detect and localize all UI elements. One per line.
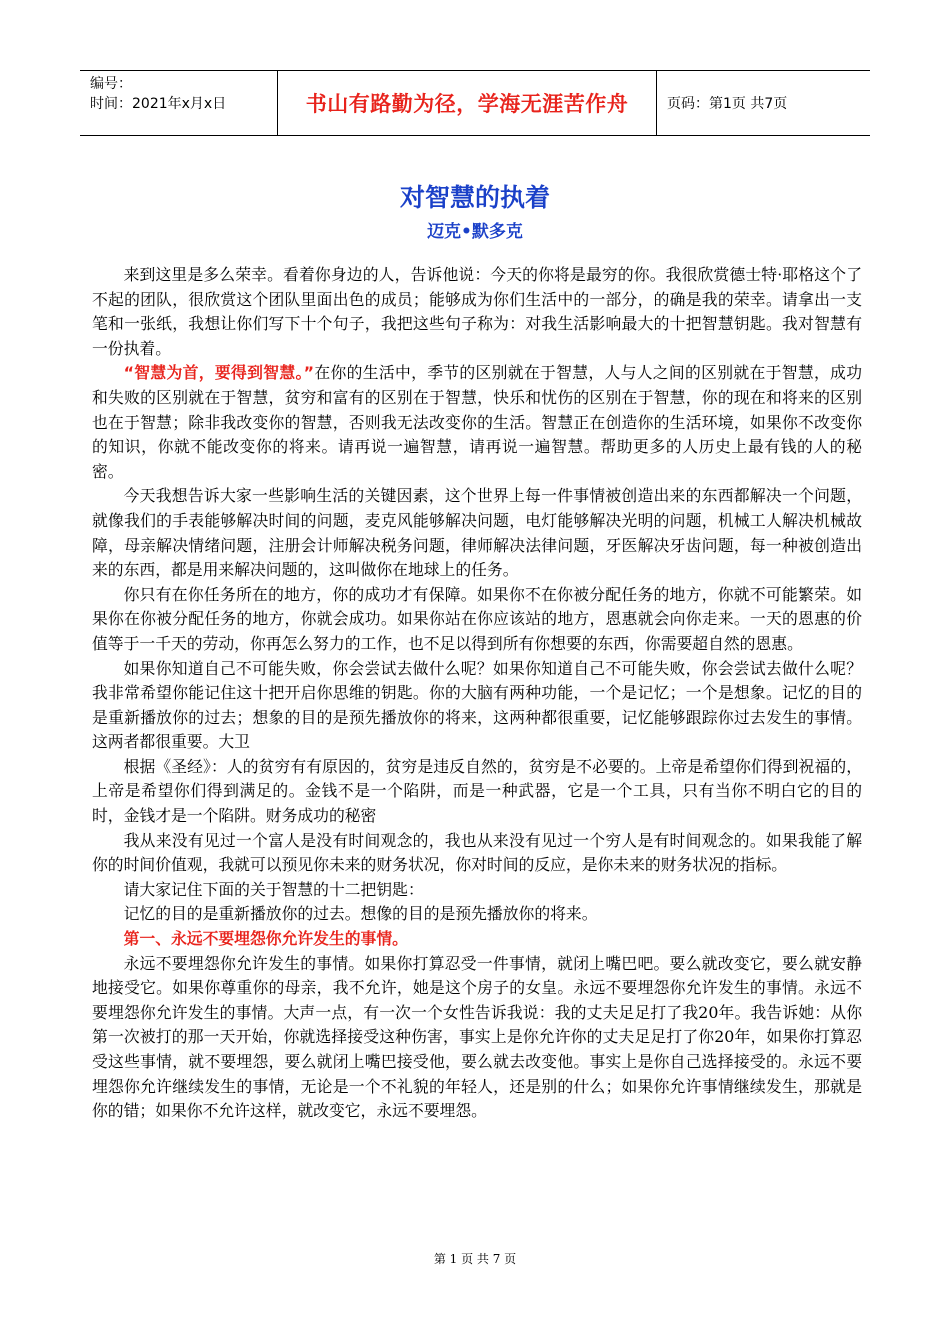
time-label: 时间：2021年x月x日 xyxy=(90,96,227,112)
highlight-quote: “智慧为首，要得到智慧。” xyxy=(123,363,315,383)
number-label: 编号： xyxy=(90,76,132,92)
paragraph-3: 今天我想告诉大家一些影响生活的关键因素，这个世界上每一件事情被创造出来的东西都解决一个问题，就像我们的手表能够解决时间的问题，麦克风能够解决问题，电灯能够解决光明的问题，机械工人解决机械故障，母亲解决情绪问题，注册会计师解决税务问题，律师解决法律问题，牙医解决牙齿问题，每一种被创造出来的东西，都是用来解决问题的，这叫做你在地球上的任务。 xyxy=(92,486,862,580)
paragraph-2-text: 在你的生活中，季节的区别就在于智慧，人与人之间的区别就在于智慧，成功和失败的区别就在于智慧，贫穷和富有的区别在于智慧，快乐和忧伤的区别在于智慧，你的现在和将来的区别也在于智慧；除非我改变你的智慧，否则我无法改变你的生活。智慧正在创造你的生活环境，如果你不改变你的知识，你就不能改变你的将来。请再说一遍智慧，请再说一遍智慧。帮助更多的人历史上最有钱的人的秘密。 xyxy=(92,363,862,481)
header-page-label: 页码：第1页 共7页 xyxy=(667,96,788,112)
page-header xyxy=(80,70,870,136)
paragraph-6: 根据《圣经》：人的贫穷有有原因的，贫穷是违反自然的，贫穷是不必要的。上帝是希望你们得到祝福的，上帝是希望你们得到满足的。金钱不是一个陷阱，而是一种武器，它是一个工具，只有当你不明白它的目的时，金钱才是一个陷阱。财务成功的秘密 xyxy=(92,756,862,826)
document-author: 迈克•默多克 xyxy=(427,222,523,242)
page-footer: 第 1 页 共 7 页 xyxy=(433,1252,517,1266)
document-body xyxy=(92,263,862,1124)
paragraph-8: 请大家记住下面的关于智慧的十二把钥匙： xyxy=(123,879,424,899)
paragraph-7: 我从来没有见过一个富人是没有时间观念的，我也从来没有见过一个穷人是有时间观念的。如果我能了解你的时间价值观，我就可以预见你未来的财务状况，你对时间的反应，是你未来的财务状况的指标。 xyxy=(92,830,862,875)
document-title: 对智慧的执着 xyxy=(399,183,550,212)
section-heading-1: 第一、永远不要埋怨你允许发生的事情。 xyxy=(123,929,408,949)
paragraph-1: 来到这里是多么荣幸。看着你身边的人，告诉他说：今天的你将是最穷的你。我很欣赏德士特·耶格这个了不起的团队，很欣赏这个团队里面出色的成员；能够成为你们生活中的一部分，的确是我的荣幸。请拿出一支笔和一张纸，我想让你们写下十个句子，我把这些句子称为：对我生活影响最大的十把智慧钥匙。我对智慧有一份执着。 xyxy=(92,265,862,358)
paragraph-5: 如果你知道自己不可能失败，你会尝试去做什么呢？如果你知道自己不可能失败，你会尝试去做什么呢？我非常希望你能记住这十把开启你思维的钥匙。你的大脑有两种功能，一个是记忆；一个是想象。记忆的目的是重新播放你的过去；想象的目的是预先播放你的将来，这两种都很重要，记忆能够跟踪你过去发生的事情。这两者都很重要。大卫 xyxy=(92,658,862,752)
paragraph-9: 记忆的目的是重新播放你的过去。想像的目的是预先播放你的将来。 xyxy=(123,904,598,924)
paragraph-4: 你只有在你任务所在的地方，你的成功才有保障。如果你不在你被分配任务的地方，你就不可能繁荣。如果你在你被分配任务的地方，你就会成功。如果你站在你应该站的地方，恩惠就会向你走来。一天的恩惠的价值等于一千天的劳动，你再怎么努力的工作，也不足以得到所有你想要的东西，你需要超自然的恩惠。 xyxy=(92,584,862,653)
paragraph-11: 永远不要埋怨你允许发生的事情。如果你打算忍受一件事情，就闭上嘴巴吧。要么就改变它，要么就安静地接受它。如果你尊重你的母亲，我不允许，她是这个房子的女皇。永远不要埋怨你允许发生的事情。永远不要埋怨你允许发生的事情。大声一点，有一次一个女性告诉我说：我的丈夫足足打了我20年。我告诉她：从你第一次被打的那一天开始，你就选择接受这种伤害，事实上是你允许你的丈夫足足打了你20年，如果你打算忍受这些事情，就不要埋怨，要么就闭上嘴巴接受他，要么就去改变他。事实上是你自己选择接受的。永远不要埋怨你允许继续发生的事情，无论是一个不礼貌的年轻人，还是别的什么；如果你允许事情继续发生，那就是你的错；如果你不允许这样，就改变它，永远不要埋怨。 xyxy=(92,953,862,1121)
header-motto: 书山有路勤为径，学海无涯苦作舟 xyxy=(278,71,657,135)
header-meta xyxy=(80,71,278,135)
paragraph-2 xyxy=(92,361,862,484)
